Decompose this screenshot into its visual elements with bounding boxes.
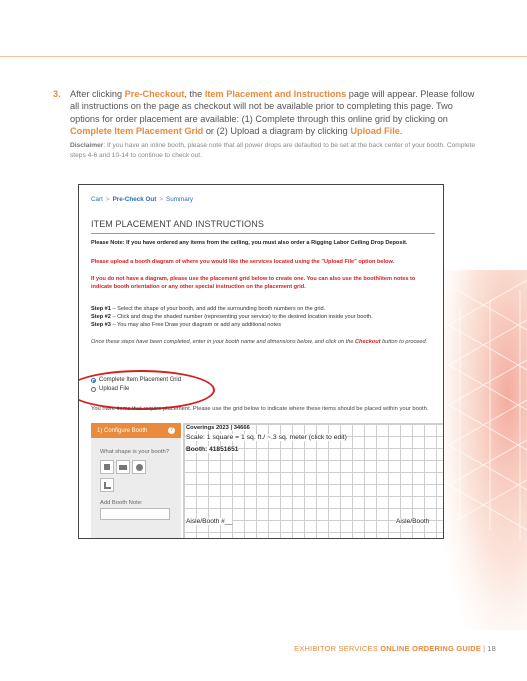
footer-section: EXHIBITOR SERVICES	[294, 644, 381, 653]
aisle-booth-left-label[interactable]: Aisle/Booth #__	[186, 518, 233, 525]
text-run: After clicking	[70, 89, 125, 99]
page-number: 18	[487, 644, 496, 653]
text-run: Once these steps have been completed, enter in your booth name and dimensions below, and click on the	[91, 339, 356, 345]
disclaimer-label: Disclaimer	[70, 142, 104, 149]
upload-instruction: Please upload a booth diagram of where you would like the services located using the "Upload File" option below.	[91, 259, 395, 265]
booth-shape-question: What shape is your booth?	[100, 449, 169, 455]
breadcrumb-separator: >	[159, 196, 164, 203]
radio-label: Complete Item Placement Grid	[99, 377, 182, 383]
step-number: 3.	[53, 89, 61, 99]
items-placement-text: You have items that require placement. Please use the grid below to indicate where these items should be placed within your booth.	[91, 406, 429, 412]
footer-separator: |	[483, 644, 486, 653]
step-line	[91, 313, 437, 321]
show-name: Coverings 2023 | 34666	[186, 425, 250, 431]
page-title: ITEM PLACEMENT AND INSTRUCTIONS	[91, 219, 264, 229]
step-text: – Select the shape of your booth, and add the surrounding booth numbers on the grid.	[110, 306, 326, 312]
text-run: page will appear. Please follow all instructions on the page as checkout will not be available prior to completing this page. Two options for order placement are available: (1) Complete through this online grid by clicking on	[70, 89, 475, 124]
booth-note-input[interactable]	[100, 508, 170, 520]
help-icon[interactable]: ?	[169, 427, 174, 433]
step-3-paragraph	[53, 88, 476, 137]
circle-icon	[136, 464, 143, 471]
steps-list	[91, 305, 437, 329]
completion-instruction	[91, 338, 437, 346]
footer-guide-name: ONLINE ORDERING GUIDE	[380, 644, 482, 653]
text-run: or (2) Upload a diagram by clicking	[203, 125, 351, 136]
text-run: , the	[184, 89, 205, 99]
configure-booth-label: 1) Configure Booth	[97, 427, 148, 434]
item-placement-highlight: Item Placement and Instructions	[204, 89, 347, 99]
breadcrumb-pre-check-out[interactable]: Pre-Check Out	[112, 196, 157, 203]
booth-number-label: Booth: 41851651	[186, 446, 239, 453]
upload-file-highlight: Upload File	[350, 125, 400, 136]
configure-booth-panel	[91, 423, 181, 539]
text-run: button to proceed.	[380, 339, 428, 345]
breadcrumb-cart[interactable]: Cart	[91, 196, 103, 203]
circle-shape-button[interactable]	[132, 460, 146, 474]
l-shape-button[interactable]	[100, 478, 114, 492]
booth-note-label: Add Booth Note:	[100, 500, 143, 506]
breadcrumb	[91, 196, 193, 203]
checkout-link[interactable]: Checkout	[355, 339, 381, 345]
complete-grid-highlight: Complete Item Placement Grid	[70, 125, 204, 136]
step-line	[91, 305, 437, 313]
grid-instruction: If you do not have a diagram, please use the placement grid below to create one. You can also use the booth/item notes to indicate booth orientation or any other special instruction on the placement grid.	[91, 276, 416, 290]
pre-checkout-highlight: Pre-Checkout	[124, 89, 185, 99]
radio-label: Upload File	[99, 386, 130, 392]
placement-grid[interactable]	[183, 423, 444, 539]
header-divider	[0, 56, 527, 57]
square-shape-button[interactable]	[100, 460, 114, 474]
embedded-screenshot	[78, 184, 444, 539]
square-icon	[104, 464, 110, 470]
rectangle-icon	[119, 465, 127, 470]
aisle-booth-right-label[interactable]: Aisle/Booth	[396, 518, 430, 525]
shape-options-row-2	[91, 474, 181, 492]
step-label: Step #3	[91, 322, 111, 328]
step-label: Step #1	[91, 306, 111, 312]
grid-scale-label[interactable]: Scale: 1 square = 1 sq. ft./ ~.3 sq. meter (click to edit)	[186, 434, 347, 441]
shape-options	[91, 456, 181, 474]
rectangle-shape-button[interactable]	[116, 460, 130, 474]
disclaimer-text: : If you have an inline booth, please note that all power drops are defaulted to be set at the back center of your booth. Complete steps 4-6 and 10-14 to continue to check out.	[70, 142, 476, 159]
step-text: – You may also Free Draw your diagram or add any additional notes	[110, 322, 281, 328]
disclaimer	[70, 141, 480, 161]
ceiling-note: Please Note: If you have ordered any items from the ceiling, you must also order a Rigging Labor Ceiling Drop Deposit.	[91, 240, 408, 246]
step-text: – Click and drag the shaded number (representing your service) to the desired location inside your booth.	[110, 314, 373, 320]
decorative-geometric-background	[430, 270, 527, 630]
step-label: Step #2	[91, 314, 111, 320]
text-run: .	[399, 125, 403, 136]
step-3-text	[70, 88, 476, 137]
title-divider	[91, 233, 435, 234]
l-shape-icon	[104, 482, 111, 489]
red-highlight-ellipse	[78, 370, 215, 410]
configure-booth-header[interactable]	[91, 423, 181, 438]
step-line	[91, 321, 437, 329]
breadcrumb-summary[interactable]: Summary	[166, 196, 193, 203]
breadcrumb-separator: >	[105, 196, 110, 203]
page-footer	[294, 644, 496, 653]
